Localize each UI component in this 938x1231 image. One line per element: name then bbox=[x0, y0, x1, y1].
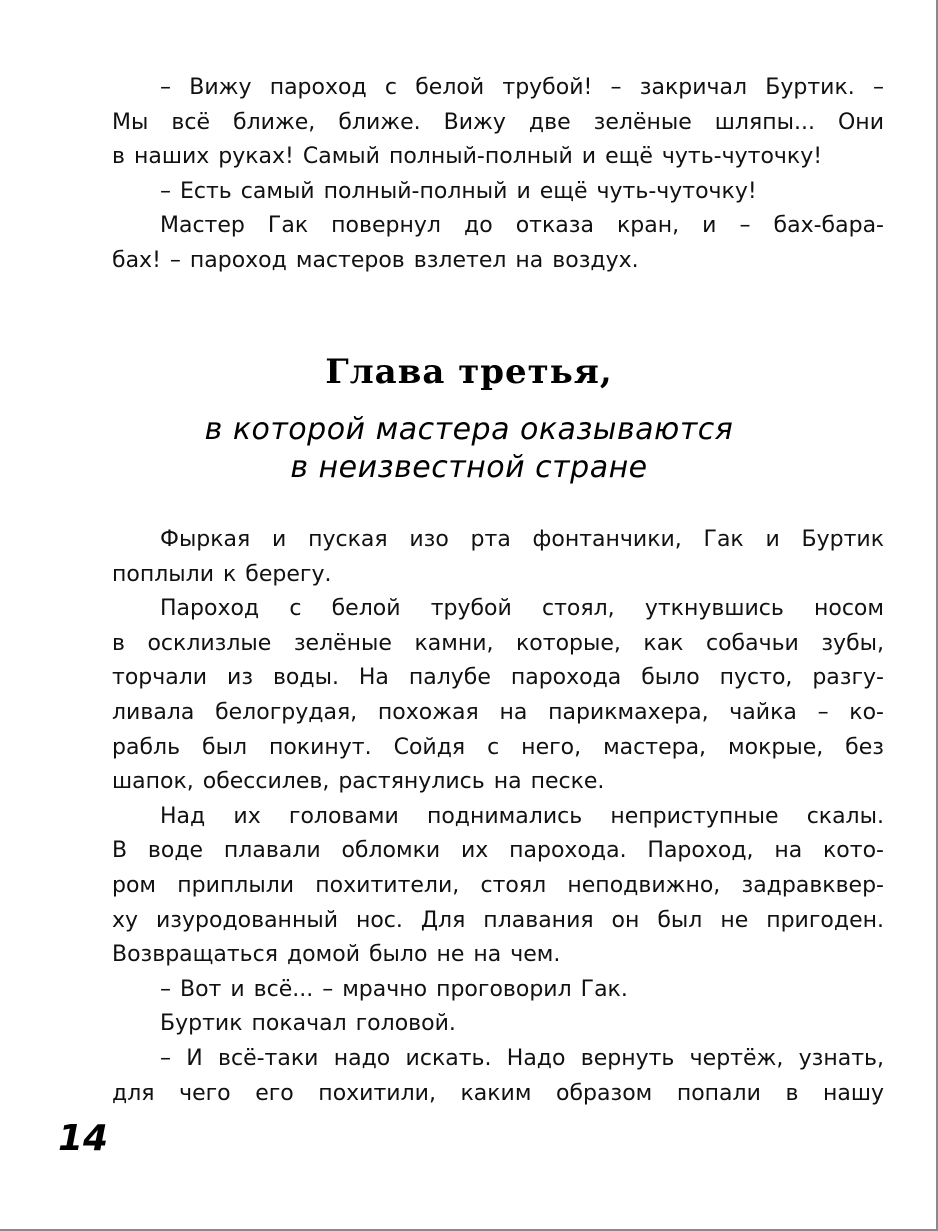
text-line: ливала белогрудая, похожая на парикмахера, чайка – ко- bbox=[112, 699, 884, 725]
text-line: в осклизлые зелёные камни, которые, как собачьи зубы, bbox=[112, 630, 884, 656]
text-line: Мы всё ближе, ближе. Вижу две зелёные шляпы... Они bbox=[112, 109, 884, 135]
text-line: торчали из воды. На палубе парохода было пусто, разгу- bbox=[112, 665, 884, 691]
text-line: Возвращаться домой было не на чем. bbox=[112, 942, 561, 968]
text-line: Буртик покачал головой. bbox=[160, 1011, 456, 1037]
text-block-body bbox=[112, 523, 884, 1111]
text-line: – Вижу пароход с белой трубой! – закричал Буртик. – bbox=[160, 75, 884, 100]
text-line: ром приплыли похитители, стоял неподвижно, задравквер- bbox=[112, 872, 884, 898]
text-line: для чего его похитили, каким образом попали в нашу bbox=[112, 1080, 884, 1106]
text-line: Мастер Гак повернул до отказа кран, и – бах-бара- bbox=[160, 213, 884, 239]
text-line: – Вот и всё... – мрачно проговорил Гак. bbox=[160, 976, 628, 1002]
text-line: поплыли к берегу. bbox=[112, 561, 332, 587]
text-block-top bbox=[112, 71, 884, 279]
text-line: Над их головами поднимались неприступные скалы. bbox=[160, 803, 884, 829]
chapter-title: Глава третья, bbox=[325, 352, 613, 392]
text-line: – И всё-таки надо искать. Надо вернуть чертёж, узнать, bbox=[160, 1045, 884, 1071]
page-number: 14 bbox=[58, 1118, 109, 1159]
text-line: в наших руках! Самый полный-полный и ещё чуть-чуточку! bbox=[112, 144, 823, 170]
text-line: бах! – пароход мастеров взлетел на воздух. bbox=[112, 247, 639, 273]
text-line: шапок, обессилев, растянулись на песке. bbox=[112, 769, 605, 795]
chapter-subtitle-line: в неизвестной стране bbox=[290, 450, 648, 485]
text-line: Пароход с белой трубой стоял, уткнувшись носом bbox=[160, 596, 884, 622]
text-line: – Есть самый полный-полный и ещё чуть-чуточку! bbox=[160, 178, 757, 204]
chapter-subtitle-line: в которой мастера оказываются bbox=[204, 412, 734, 447]
text-line: В воде плавали обломки их парохода. Пароход, на кото- bbox=[112, 838, 884, 864]
text-line: рабль был покинут. Сойдя с него, мастера, мокрые, без bbox=[112, 734, 884, 760]
text-line: Фыркая и пуская изо рта фонтанчики, Гак и Буртик bbox=[160, 527, 884, 552]
text-line: ху изуродованный нос. Для плавания он был не пригоден. bbox=[112, 907, 884, 933]
